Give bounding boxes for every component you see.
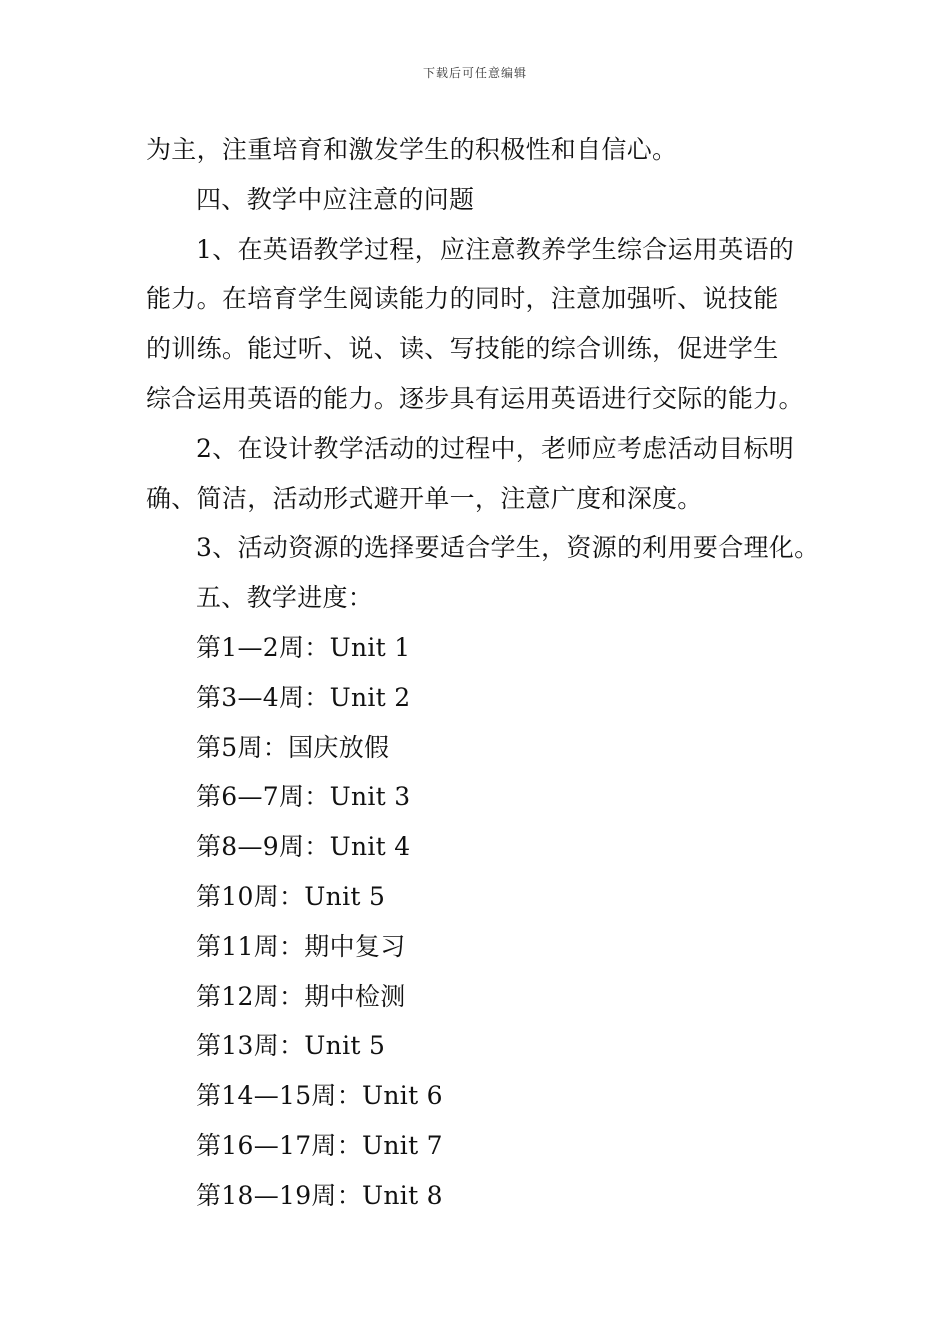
schedule-item: 第16—17周：Unit 7 — [196, 1130, 443, 1160]
schedule-item: 第10周：Unit 5 — [196, 881, 386, 911]
document-body — [146, 125, 820, 1221]
schedule-item: 第11周：期中复习 — [196, 931, 406, 961]
paragraph-line: 确、简洁，活动形式避开单一，注意广度和深度。 — [146, 483, 703, 513]
schedule-item: 第13周：Unit 5 — [196, 1031, 386, 1061]
schedule-item: 第12周：期中检测 — [196, 981, 406, 1011]
schedule-item: 第14—15周：Unit 6 — [196, 1081, 443, 1111]
section-heading-5: 五、教学进度： — [196, 583, 374, 613]
paragraph-line: 1、在英语教学过程，应注意教养学生综合运用英语的 — [196, 234, 795, 264]
schedule-item: 第18—19周：Unit 8 — [196, 1180, 443, 1210]
schedule-item: 第8—9周：Unit 4 — [196, 832, 411, 862]
schedule-item: 第1—2周：Unit 1 — [196, 632, 411, 662]
paragraph-line: 能力。在培育学生阅读能力的同时，注意加强听、说技能 — [146, 284, 779, 314]
paragraph-line: 综合运用英语的能力。逐步具有运用英语进行交际的能力。 — [146, 383, 804, 413]
schedule-item: 第6—7周：Unit 3 — [196, 782, 411, 812]
paragraph-line: 的训练。能过听、说、读、写技能的综合训练，促进学生 — [146, 334, 779, 364]
schedule-item: 第5周：国庆放假 — [196, 732, 390, 762]
schedule-item: 第3—4周：Unit 2 — [196, 682, 411, 712]
paragraph-line: 3、活动资源的选择要适合学生，资源的利用要合理化。 — [196, 533, 820, 563]
section-heading-4: 四、教学中应注意的问题 — [196, 184, 475, 214]
page-header: 下载后可任意编辑 — [422, 66, 527, 80]
paragraph-line: 2、在设计教学活动的过程中，老师应考虑活动目标明 — [196, 433, 795, 463]
paragraph-line: 为主，注重培育和激发学生的积极性和自信心。 — [146, 135, 678, 164]
